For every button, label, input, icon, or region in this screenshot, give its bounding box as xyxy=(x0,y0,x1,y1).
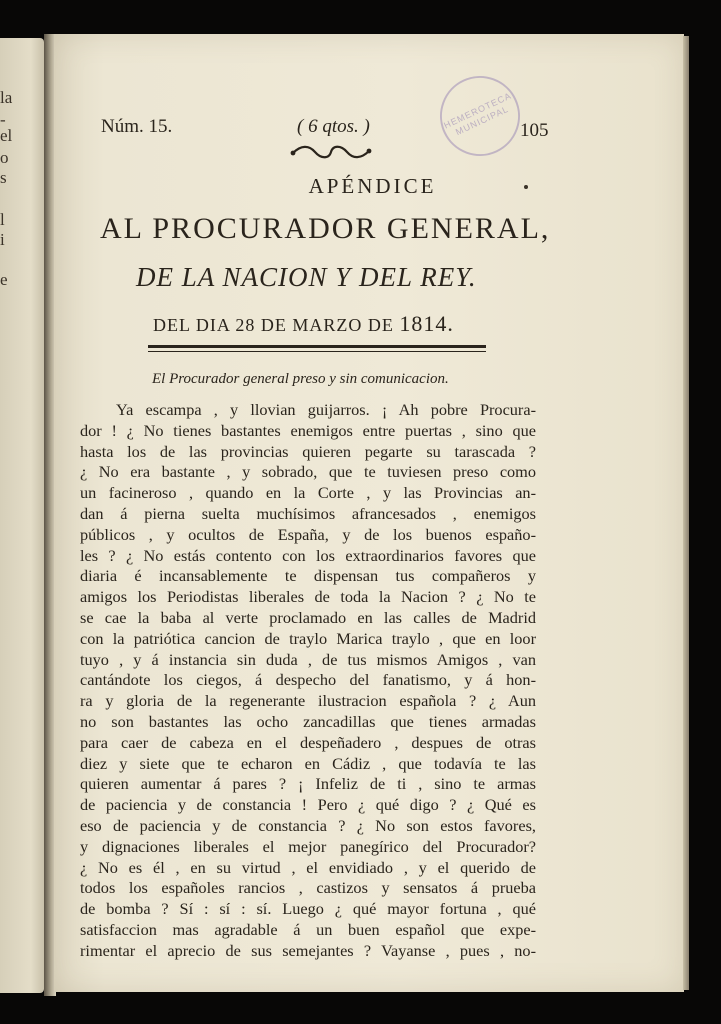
body-line: de bomba ? Sí : sí : sí. Luego ¿ qué mayor fortuna , qué xyxy=(80,899,536,919)
body-line: ¿ No era bastante , y sobrado, que te tuviesen preso como xyxy=(80,462,536,482)
date-prefix: DEL DIA 28 DE MARZO DE xyxy=(153,315,394,335)
body-line: con la patriótica cancion de traylo Marica traylo , que en loor xyxy=(80,628,536,648)
title-rule-thick xyxy=(148,345,486,348)
body-line: rimentar el aprecio de sus semejantes ? Vayanse , pues , no- xyxy=(80,940,536,960)
issue-number: Núm. 15. xyxy=(101,116,173,137)
body-line: diaria é incansablemente te dispensan tus compañeros y xyxy=(80,566,536,586)
title-rule-thin xyxy=(148,351,486,352)
article-subtitle: El Procurador general preso y sin comunicacion. xyxy=(152,371,449,387)
body-line: diez y siete que te echaron en Cádiz , que todavía te las xyxy=(80,753,536,773)
article-body xyxy=(80,400,536,962)
body-line: amigos los Periodistas liberales de toda la Nacion ? ¿ No te xyxy=(80,587,536,607)
body-line: y dignaciones liberales el mejor panegírico del Procurador? xyxy=(80,836,536,856)
body-line: un facineroso , quando en la Corte , y las Provincias an- xyxy=(80,483,536,503)
body-line: satisfaccion mas agradable á un buen español que expe- xyxy=(80,919,536,939)
body-line: de paciencia y de constancia ! Pero ¿ qué digo ? ¿ Qué es xyxy=(80,795,536,815)
page-number: 105 xyxy=(520,120,549,141)
left-page-fragment: el xyxy=(0,126,13,145)
body-line: cantándote los ciegos, á despecho del fanatismo, y á hon- xyxy=(80,670,536,690)
title-procurador: AL PROCURADOR GENERAL, xyxy=(100,212,551,245)
title-appendix: APÉNDICE xyxy=(308,174,437,198)
title-date xyxy=(153,311,454,337)
body-line: ¿ No es él , en su virtud , el envidiado , y el querido de xyxy=(80,857,536,877)
body-line: hasta los de las provincias quieren pegarte su tarascada ? xyxy=(80,441,536,461)
left-page-fragment: l xyxy=(0,210,5,229)
ornament-icon xyxy=(289,143,373,161)
body-line: Ya escampa , y llovian guijarros. ¡ Ah pobre Procura- xyxy=(116,400,536,419)
body-line: todos los españoles rancios , castizos y sensatos á prueba xyxy=(80,878,536,898)
left-page-fragment: la xyxy=(0,88,13,107)
body-line: les ? ¿ No estás contento con los extraordinarios favores que xyxy=(80,545,536,565)
left-page-fragment: s xyxy=(0,168,7,187)
body-line: ra y gloria de la regenerante ilustracion española ? ¿ Aun xyxy=(80,691,536,711)
left-page-fragment: o xyxy=(0,148,9,167)
body-line: dan á pierna suelta muchísimos afrancesados , enemigos xyxy=(80,503,536,523)
title-nacion-rey: DE LA NACION Y DEL REY. xyxy=(136,262,477,292)
left-page-fragment: - xyxy=(0,110,6,129)
body-line: se cae la baba al verte proclamado en las calles de Madrid xyxy=(80,607,536,627)
body-line: públicos , y ocultos de España, y de los buenos españo- xyxy=(80,524,536,544)
body-line: eso de paciencia y de constancia ? ¿ No son estos favores, xyxy=(80,815,536,835)
body-line: quieren aumentar á pares ? ¡ Infeliz de ti , sino te armas xyxy=(80,774,536,794)
left-page-fragment: i xyxy=(0,230,5,249)
date-year: 1814. xyxy=(399,311,454,336)
body-line: no son bastantes las ocho zancadillas que tienes armadas xyxy=(80,711,536,731)
stamp-text: HEMEROTECA MUNICIPAL xyxy=(442,90,514,138)
body-line: dor ! ¿ No tienes bastantes enemigos entre puertas , sino que xyxy=(80,420,536,440)
issue-price: ( 6 qtos. ) xyxy=(297,116,370,137)
body-line: tuyo , y á instancia sin duda , de tus mismos Amigos , van xyxy=(80,649,536,669)
left-page-fragment: e xyxy=(0,270,8,289)
body-line: para caer de cabeza en el despeñadero , despues de otras xyxy=(80,732,536,752)
